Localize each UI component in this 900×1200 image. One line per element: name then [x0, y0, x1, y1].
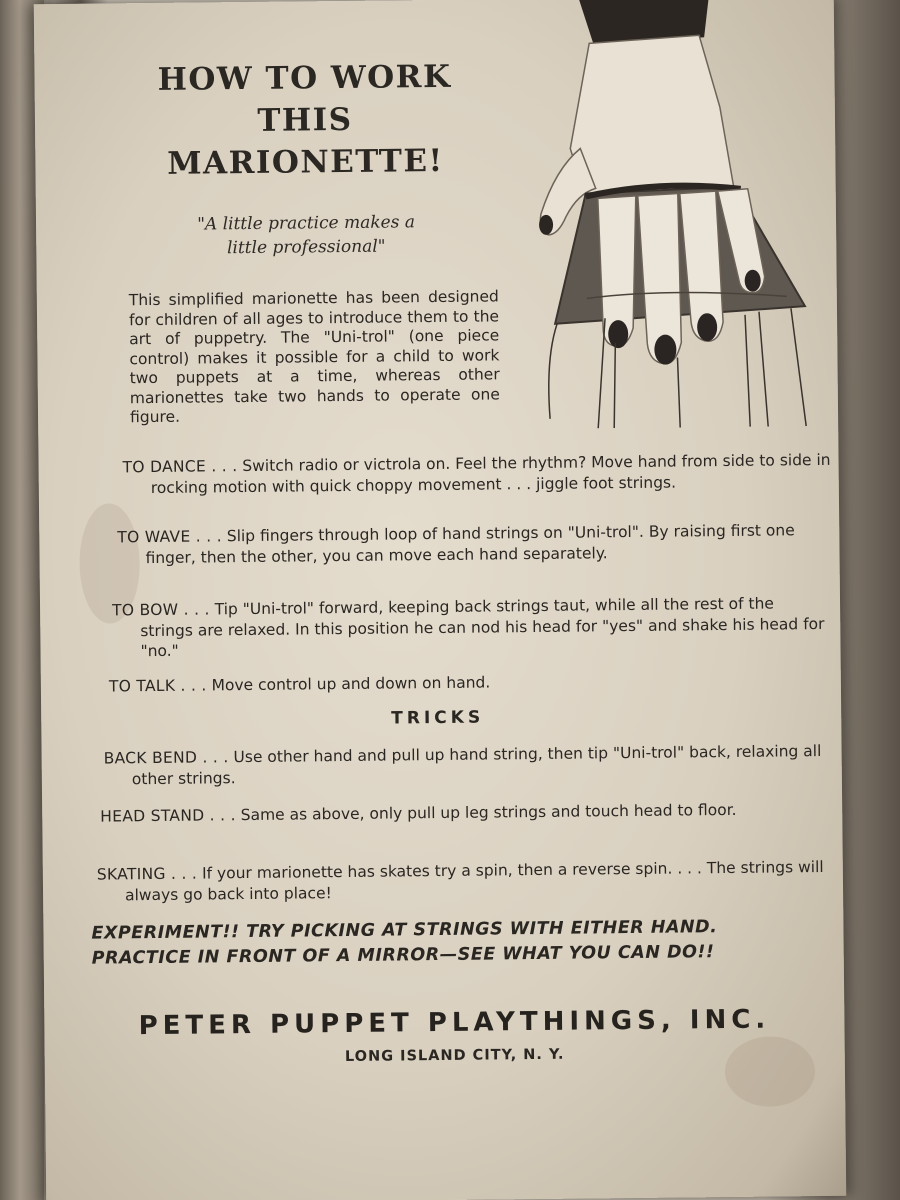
instruction-talk: [109, 669, 827, 697]
trick-lead: HEAD STAND . . .: [100, 806, 236, 826]
trick-text: Same as above, only pull up leg strings and touch head to floor.: [240, 800, 737, 825]
hand-with-unitrol-control-icon: [484, 0, 818, 429]
instruction-lead: TO BOW . . .: [111, 600, 210, 620]
trick-back-bend: [104, 741, 832, 790]
instruction-lead: TO DANCE . . .: [122, 457, 238, 477]
instruction-lead: TO WAVE . . .: [117, 527, 222, 547]
instruction-text: Tip "Uni-trol" forward, keeping back strings taut, while all the rest of the strings are relaxed. In this position he can nod his head for "yes" and shake his head for "no.": [140, 594, 825, 661]
instruction-dance: [122, 450, 840, 499]
title-line: THIS: [257, 101, 353, 139]
company-city: LONG ISLAND CITY, N. Y.: [344, 1046, 565, 1066]
page-title: [124, 56, 485, 186]
trick-text: Use other hand and pull up hand string, then tip "Uni-trol" back, relaxing all other strings.: [131, 742, 822, 788]
trick-skating: [97, 857, 835, 906]
intro-paragraph: This simplified marionette has been designed for children of all ages to introduce them to the art of puppetry. The "Uni-trol" (one piece control) makes it possible for a child to work two puppets at a time, whereas other marionettes take two hands to operate one figure.: [128, 287, 500, 427]
trick-text: If your marionette has skates try a spin, then a reverse spin. . . . The strings will always go back into place!: [124, 857, 824, 904]
experiment-line: EXPERIMENT!! TRY PICKING AT STRINGS WITH EITHER HAND.: [91, 917, 718, 944]
instruction-sheet: [34, 0, 847, 1200]
trick-lead: SKATING . . .: [96, 864, 198, 884]
title-line: MARIONETTE!: [167, 142, 444, 182]
company-name: PETER PUPPET PLAYTHINGS, INC.: [138, 1004, 771, 1042]
title-line: HOW TO WORK: [157, 58, 452, 98]
experiment-callout: [91, 914, 821, 972]
instruction-text: Switch radio or victrola on. Feel the rhythm? Move hand from side to side in rocking motion with quick choppy movement . . . jiggle foot strings.: [150, 450, 831, 497]
motto-quote: [166, 210, 446, 261]
instruction-wave: [117, 520, 835, 569]
instruction-text: Move control up and down on hand.: [211, 673, 491, 695]
trick-head-stand: [100, 799, 833, 827]
trick-lead: BACK BEND . . .: [103, 748, 229, 768]
instruction-lead: TO TALK . . .: [108, 676, 207, 696]
tricks-heading: TRICKS: [391, 707, 485, 729]
motto-line: little professional": [226, 236, 386, 259]
instruction-text: Slip fingers through loop of hand strings on "Uni-trol". By raising first one finger, then the other, you can move each hand separately.: [145, 521, 795, 567]
motto-line: "A little practice makes a: [197, 212, 416, 235]
experiment-line: PRACTICE IN FRONT OF A MIRROR—SEE WHAT YOU CAN DO!!: [91, 942, 715, 969]
instruction-bow: [112, 593, 831, 662]
